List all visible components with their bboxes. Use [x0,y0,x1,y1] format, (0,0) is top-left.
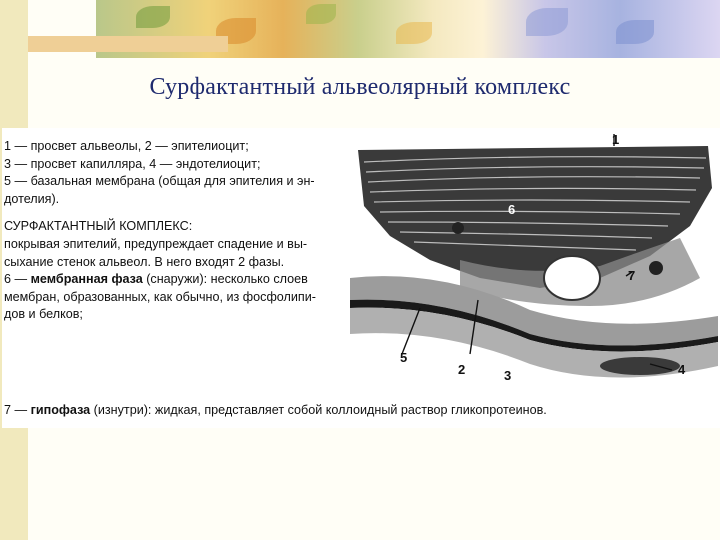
figure-label: 4 [678,362,686,377]
figure-label: 5 [400,350,408,365]
legend-line: 5 — базальная мембрана (общая для эпителия и эн- [4,174,315,189]
leaf-decor [306,4,336,24]
micrograph-drawing [350,128,718,400]
leaf-decor [396,22,432,44]
phase6-desc: дов и белков; [4,307,83,322]
leaf-decor [526,8,568,36]
figure-label: 1 [612,132,620,147]
figure-label: 2 [458,362,466,377]
figure-label: 3 [504,368,512,383]
phase7-name: гипофаза [30,403,91,417]
phase6-desc: мембран, образованных, как обычно, из фосфолипи- [4,289,316,304]
leaf-decor [136,6,170,28]
phase6-prefix: 6 — [4,272,31,287]
figure-legend [4,138,356,324]
phase6-name: мембранная фаза [30,272,143,287]
figure-label: 6 [508,202,516,217]
figure-label: 7 [628,268,636,283]
slide-title: Сурфактантный альвеолярный комплекс [149,74,571,100]
legend-line: 1 — просвет альвеолы, 2 — эпителиоцит; [4,139,249,153]
complex-heading: СУРФАКТАНТНЫЙ КОМПЛЕКС: [4,219,193,234]
legend-line: 3 — просвет капилляра, 4 — эндотелиоцит; [4,156,261,171]
phase7-line [4,402,644,419]
granule [649,261,663,275]
granule [452,222,464,234]
leaf-decor [616,20,654,44]
phase7-prefix: 7 — [4,403,31,417]
phase6-line [4,271,356,289]
top-decor-band [28,36,228,52]
complex-desc: покрывая эпителий, предупреждает спадение и вы- [4,236,308,251]
endothelial-nucleus [600,357,680,375]
legend-line: дотелия). [4,191,60,206]
complex-desc: сыхание стенок альвеол. В него входят 2 фазы. [4,254,285,269]
phase6-rest: (снаружи): несколько слоев [142,272,308,287]
vesicle [544,256,600,300]
phase7-rest: (изнутри): жидкая, представляет собой коллоидный раствор гликопротеинов. [90,403,547,417]
